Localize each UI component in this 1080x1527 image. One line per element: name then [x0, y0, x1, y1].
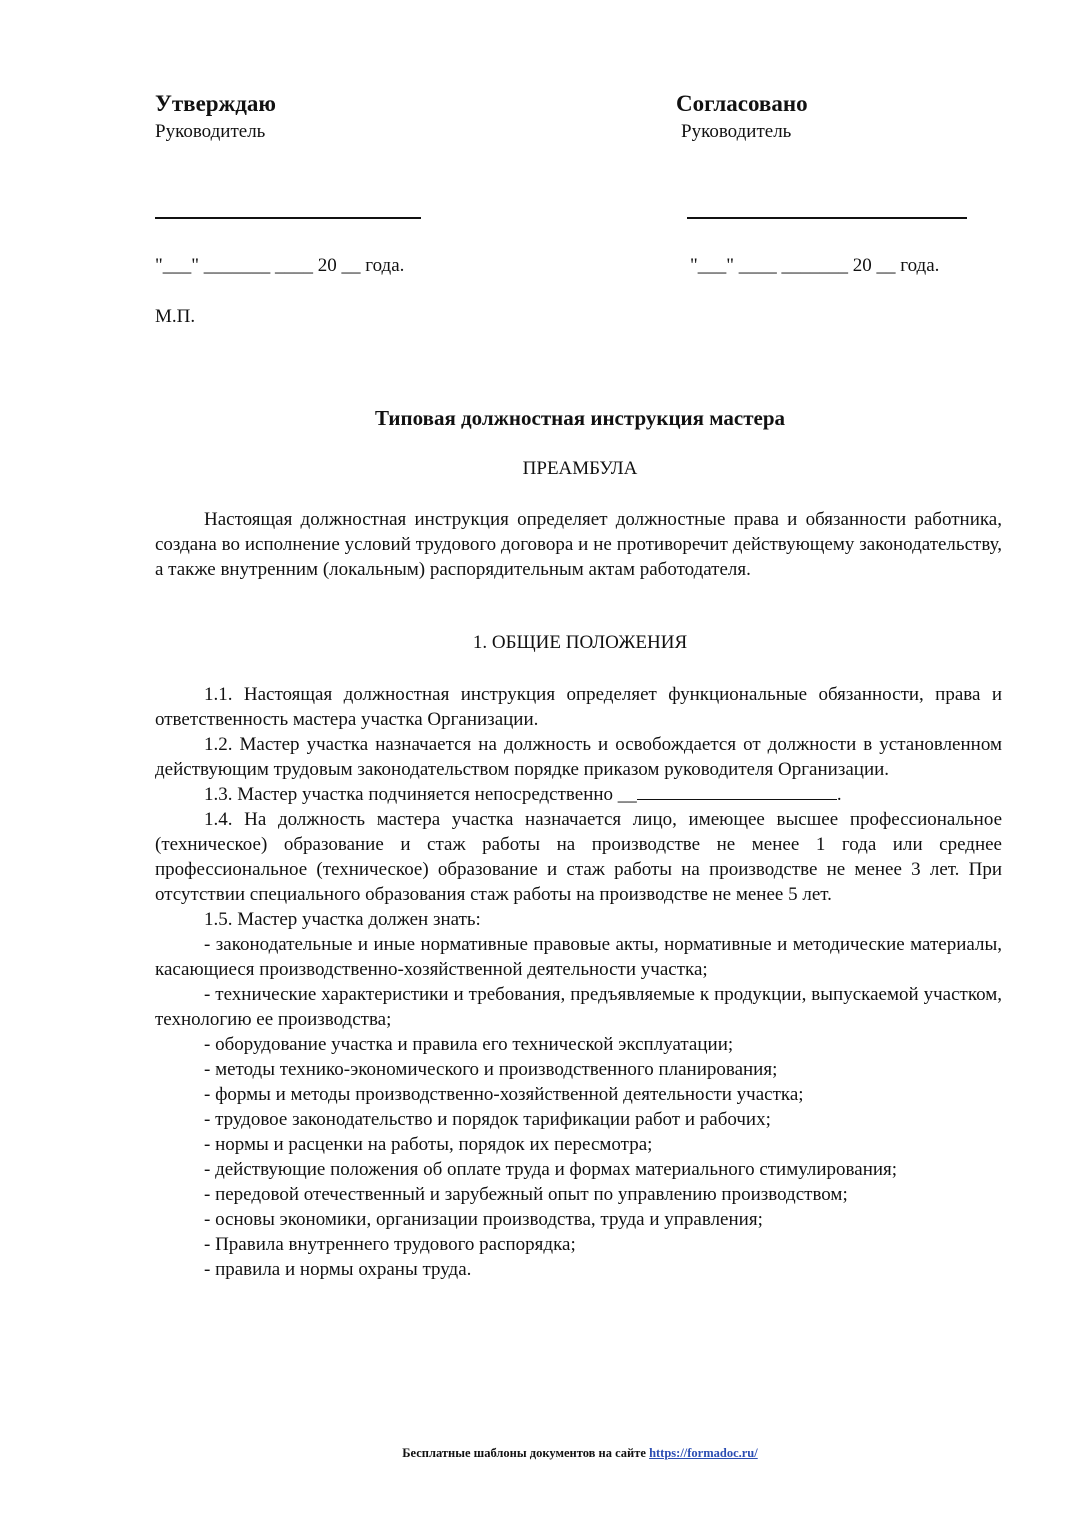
approve-signature-line — [155, 217, 421, 219]
agree-date: "___" ____ _______ 20 __ года. — [690, 255, 940, 276]
list-item: - законодательные и иные нормативные правовые акты, нормативные и методические материалы, касающиеся производственно-хозяйственной деятельности участка; — [155, 934, 1002, 980]
list-item: - правила и нормы охраны труда. — [204, 1259, 472, 1280]
approve-date: "___" _______ ____ 20 __ года. — [155, 255, 405, 276]
list-item: - формы и методы производственно-хозяйственной деятельности участка; — [204, 1084, 804, 1105]
stamp-label: М.П. — [155, 306, 196, 327]
approve-title: Утверждаю — [155, 91, 276, 116]
list-item: - трудовое законодательство и порядок тарификации работ и рабочих; — [204, 1109, 771, 1130]
paragraph-1-3-text: 1.3. Мастер участка подчиняется непосредственно __ — [204, 784, 637, 805]
footer — [0, 1446, 1080, 1461]
supervisor-blank — [637, 783, 837, 800]
preamble-block — [155, 507, 1002, 582]
list-item: - методы технико-экономического и производственного планирования; — [204, 1059, 778, 1080]
preamble-heading: ПРЕАМБУЛА — [522, 458, 638, 479]
list-item: - нормы и расценки на работы, порядок их пересмотра; — [204, 1134, 653, 1155]
list-item: - действующие положения об оплате труда и формах материального стимулирования; — [204, 1159, 898, 1180]
footer-link[interactable]: https://formadoc.ru/ — [649, 1446, 758, 1460]
paragraph-1-5: 1.5. Мастер участка должен знать: — [204, 909, 481, 930]
list-item: - основы экономики, организации производства, труда и управления; — [204, 1209, 763, 1230]
paragraph-1-3 — [155, 782, 1002, 807]
list-item: - Правила внутреннего трудового распорядка; — [204, 1234, 576, 1255]
paragraph-1-3-end: . — [836, 784, 842, 805]
footer-text: Бесплатные шаблоны документов на сайте — [402, 1446, 650, 1460]
section-body — [155, 682, 1002, 1282]
agree-role: Руководитель — [681, 121, 792, 142]
agree-title: Согласовано — [676, 91, 808, 116]
document-title: Типовая должностная инструкция мастера — [374, 406, 786, 430]
list-item: - передовой отечественный и зарубежный опыт по управлению производством; — [204, 1184, 848, 1205]
paragraph-1-1: 1.1. Настоящая должностная инструкция определяет функциональные обязанности, права и ответственность мастера участка Организации. — [155, 684, 1002, 730]
list-item: - технические характеристики и требования, предъявляемые к продукции, выпускаемой участком, технологию ее производства; — [155, 984, 1002, 1030]
paragraph-1-4: 1.4. На должность мастера участка назначается лицо, имеющее высшее профессиональное (техническое) образование и стаж работы на производстве не менее 1 года или среднее профессиональное (техническое) образование и стаж работы на производстве не менее 3 лет. При отсутствии специального образования стаж работы на производстве не менее 5 лет. — [155, 809, 1002, 905]
agree-signature-line — [687, 217, 967, 219]
preamble-text: Настоящая должностная инструкция определяет должностные права и обязанности работника, создана во исполнение условий трудового договора и не противоречит действующему законодательству, а также внутренним (локальным) распорядительным актам работодателя. — [155, 509, 1002, 580]
section-heading: 1. ОБЩИЕ ПОЛОЖЕНИЯ — [472, 632, 688, 653]
approve-role: Руководитель — [155, 121, 266, 142]
paragraph-1-2: 1.2. Мастер участка назначается на должность и освобождается от должности в установленном действующим трудовым законодательством порядке приказом руководителя Организации. — [155, 734, 1002, 780]
list-item: - оборудование участка и правила его технической эксплуатации; — [204, 1034, 734, 1055]
